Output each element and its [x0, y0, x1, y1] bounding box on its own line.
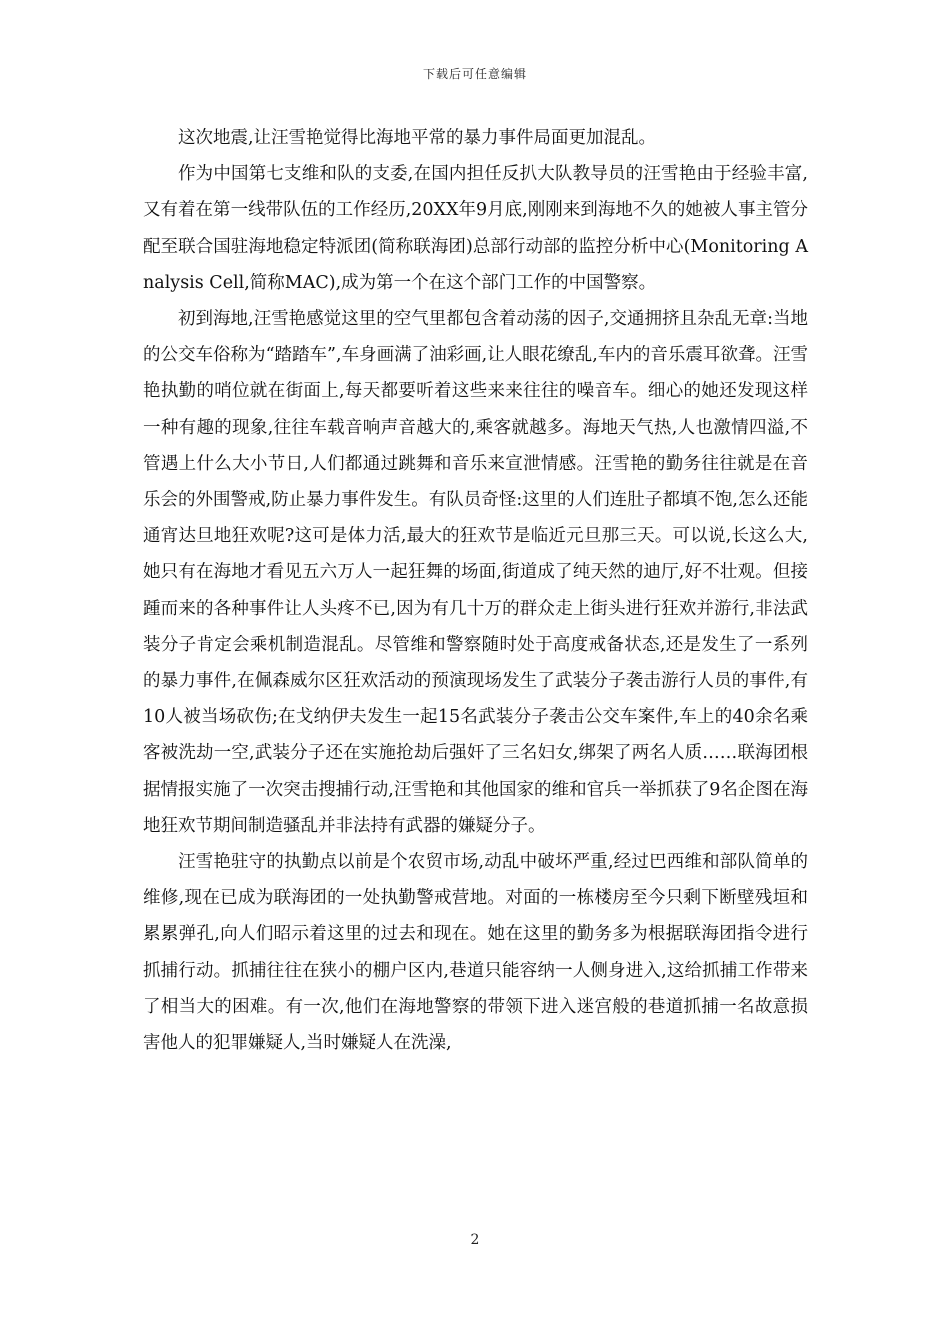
document-body: [143, 120, 808, 1061]
paragraph-2: 作为中国第七支维和队的支委,在国内担任反扒大队教导员的汪雪艳由于经验丰富,又有着在第一线带队伍的工作经历,20XX年9月底,刚刚来到海地不久的她被人事主管分配至联合国驻海地稳定特派团(简称联海团)总部行动部的监控分析中心(Monitoring Analysis Cell,简称MAC),成为第一个在这个部门工作的中国警察。: [143, 164, 808, 293]
paragraph-4: 汪雪艳驻守的执勤点以前是个农贸市场,动乱中破坏严重,经过巴西维和部队简单的维修,现在已成为联海团的一处执勤警戒营地。对面的一栋楼房至今只剩下断壁残垣和累累弹孔,向人们昭示着这里的过去和现在。她在这里的勤务多为根据联海团指令进行抓捕行动。抓捕往往在狭小的棚户区内,巷道只能容纳一人侧身进入,这给抓捕工作带来了相当大的困难。有一次,他们在海地警察的带领下进入迷宫般的巷道抓捕一名故意损害他人的犯罪嫌疑人,当时嫌疑人在洗澡,: [143, 852, 808, 1054]
page-number: 2: [470, 1232, 480, 1248]
paragraph-3: 初到海地,汪雪艳感觉这里的空气里都包含着动荡的因子,交通拥挤且杂乱无章:当地的公交车俗称为“踏踏车”,车身画满了油彩画,让人眼花缭乱,车内的音乐震耳欲聋。汪雪艳执勤的哨位就在街面上,每天都要听着这些来来往往的噪音车。细心的她还发现这样一种有趣的现象,往往车载音响声音越大的,乘客就越多。海地天气热,人也激情四溢,不管遇上什么大小节日,人们都通过跳舞和音乐来宣泄情感。汪雪艳的勤务往往就是在音乐会的外围警戒,防止暴力事件发生。有队员奇怪:这里的人们连肚子都填不饱,怎么还能通宵达旦地狂欢呢?这可是体力活,最大的狂欢节是临近元旦那三天。可以说,长这么大,她只有在海地才看见五六万人一起狂舞的场面,街道成了纯天然的迪厅,好不壮观。但接踵而来的各种事件让人头疼不已,因为有几十万的群众走上街头进行狂欢并游行,非法武装分子肯定会乘机制造混乱。尽管维和警察随时处于高度戒备状态,还是发生了一系列的暴力事件,在佩森威尔区狂欢活动的预演现场发生了武装分子袭击游行人员的事件,有10人被当场砍伤;在戈纳伊夫发生一起15名武装分子袭击公交车案件,车上的40余名乘客被洗劫一空,武装分子还在实施抢劫后强奸了三名妇女,绑架了两名人质……联海团根据情报实施了一次突击搜捕行动,汪雪艳和其他国家的维和官兵一举抓获了9名企图在海地狂欢节期间制造骚乱并非法持有武器的嫌疑分子。: [143, 309, 808, 836]
page-header: 下载后可任意编辑: [422, 67, 527, 81]
paragraph-1: 这次地震,让汪雪艳觉得比海地平常的暴力事件局面更加混乱。: [178, 128, 657, 148]
